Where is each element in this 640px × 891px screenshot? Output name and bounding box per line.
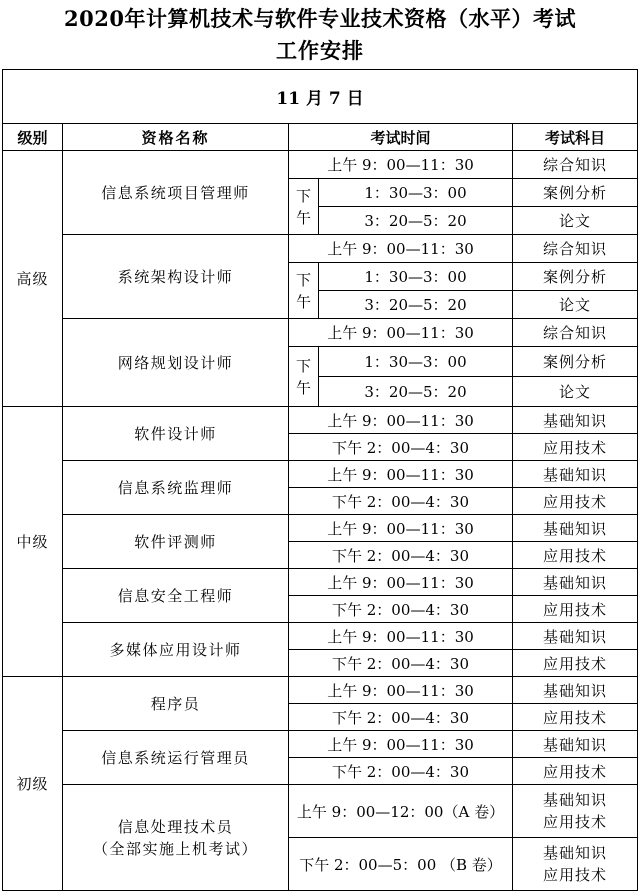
exam-time: 上午 9：00—11：30 xyxy=(289,407,513,434)
exam-subject: 基础知识 xyxy=(513,515,638,542)
exam-time: 3：20—5：20 xyxy=(319,291,513,319)
exam-subject: 论文 xyxy=(513,291,638,319)
exam-subject: 应用技术 xyxy=(513,650,638,677)
exam-time: 上午 9：00—11：30 xyxy=(289,569,513,596)
exam-time: 下午 2：00—4：30 xyxy=(289,704,513,731)
exam-subject: 应用技术 xyxy=(513,758,638,785)
exam-subject: 应用技术 xyxy=(513,542,638,569)
table-row xyxy=(3,461,638,488)
exam-subject: 论文 xyxy=(513,207,638,235)
exam-time: 上午 9：00—11：30 xyxy=(289,623,513,650)
table-row xyxy=(3,623,638,650)
exam-subject: 综合知识 xyxy=(513,151,638,179)
table-row xyxy=(3,319,638,347)
exam-subject: 基础知识 xyxy=(513,569,638,596)
table-row xyxy=(3,731,638,758)
exam-name: 多媒体应用设计师 xyxy=(63,623,289,677)
exam-subject: 应用技术 xyxy=(513,596,638,623)
exam-time: 下午 2：00—4：30 xyxy=(289,488,513,515)
exam-subject: 论文 xyxy=(513,377,638,407)
exam-subject: 基础知识 xyxy=(513,461,638,488)
exam-name: 软件设计师 xyxy=(63,407,289,461)
exam-subject: 案例分析 xyxy=(513,179,638,207)
exam-time: 1：30—3：00 xyxy=(319,347,513,377)
exam-subject: 应用技术 xyxy=(513,488,638,515)
table-row xyxy=(3,569,638,596)
level-junior: 初级 xyxy=(3,677,63,891)
exam-subject: 综合知识 xyxy=(513,319,638,347)
exam-time: 上午 9：00—11：30 xyxy=(289,731,513,758)
exam-time: 下午 2：00—5：00 （B 卷） xyxy=(289,838,513,891)
afternoon-label: 下 午 xyxy=(289,263,319,319)
exam-name: 网络规划设计师 xyxy=(63,319,289,407)
exam-name: 信息系统运行管理员 xyxy=(63,731,289,785)
exam-time: 上午 9：00—11：30 xyxy=(289,235,513,263)
exam-subject: 基础知识 xyxy=(513,731,638,758)
header-subject: 考试科目 xyxy=(513,124,638,151)
level-intermediate: 中级 xyxy=(3,407,63,677)
exam-subject: 应用技术 xyxy=(513,704,638,731)
exam-name: 信息系统项目管理师 xyxy=(63,151,289,235)
exam-subject: 应用技术 xyxy=(513,434,638,461)
exam-time: 3：20—5：20 xyxy=(319,207,513,235)
table-row xyxy=(3,515,638,542)
exam-time: 上午 9：00—12：00（A 卷） xyxy=(289,785,513,838)
schedule-table xyxy=(2,69,638,891)
exam-name: 信息处理技术员 （全部实施上机考试） xyxy=(63,785,289,891)
exam-time: 下午 2：00—4：30 xyxy=(289,650,513,677)
exam-subject: 综合知识 xyxy=(513,235,638,263)
exam-time: 3：20—5：20 xyxy=(319,377,513,407)
table-row xyxy=(3,677,638,704)
afternoon-label: 下 午 xyxy=(289,179,319,235)
exam-time: 上午 9：00—11：30 xyxy=(289,461,513,488)
exam-time: 上午 9：00—11：30 xyxy=(289,515,513,542)
exam-time: 下午 2：00—4：30 xyxy=(289,434,513,461)
exam-name: 软件评测师 xyxy=(63,515,289,569)
exam-time: 上午 9：00—11：30 xyxy=(289,319,513,347)
exam-subject: 基础知识 xyxy=(513,677,638,704)
document-title: 2020年计算机技术与软件专业技术资格（水平）考试 xyxy=(64,6,576,31)
exam-time: 上午 9：00—11：30 xyxy=(289,151,513,179)
header-name: 资格名称 xyxy=(63,124,289,151)
table-row xyxy=(3,407,638,434)
exam-time: 下午 2：00—4：30 xyxy=(289,758,513,785)
table-row xyxy=(3,785,638,838)
exam-name: 程序员 xyxy=(63,677,289,731)
header-time: 考试时间 xyxy=(289,124,513,151)
exam-time: 1：30—3：00 xyxy=(319,179,513,207)
exam-subject: 案例分析 xyxy=(513,263,638,291)
level-advanced: 高级 xyxy=(3,151,63,407)
exam-time: 1：30—3：00 xyxy=(319,263,513,291)
exam-subject: 基础知识 xyxy=(513,623,638,650)
exam-date: 11 月 7 日 xyxy=(3,70,638,124)
table-row xyxy=(3,235,638,263)
table-header-row xyxy=(3,124,638,151)
exam-subject: 基础知识 xyxy=(513,407,638,434)
exam-subject: 基础知识 应用技术 xyxy=(513,838,638,891)
exam-name: 系统架构设计师 xyxy=(63,235,289,319)
exam-time: 下午 2：00—4：30 xyxy=(289,542,513,569)
table-row xyxy=(3,151,638,179)
exam-time: 上午 9：00—11：30 xyxy=(289,677,513,704)
exam-subject: 案例分析 xyxy=(513,347,638,377)
exam-subject: 基础知识 应用技术 xyxy=(513,785,638,838)
exam-name: 信息安全工程师 xyxy=(63,569,289,623)
exam-time: 下午 2：00—4：30 xyxy=(289,596,513,623)
afternoon-label: 下 午 xyxy=(289,347,319,407)
document-subtitle: 工作安排 xyxy=(276,38,364,63)
header-level: 级别 xyxy=(3,124,63,151)
exam-name: 信息系统监理师 xyxy=(63,461,289,515)
